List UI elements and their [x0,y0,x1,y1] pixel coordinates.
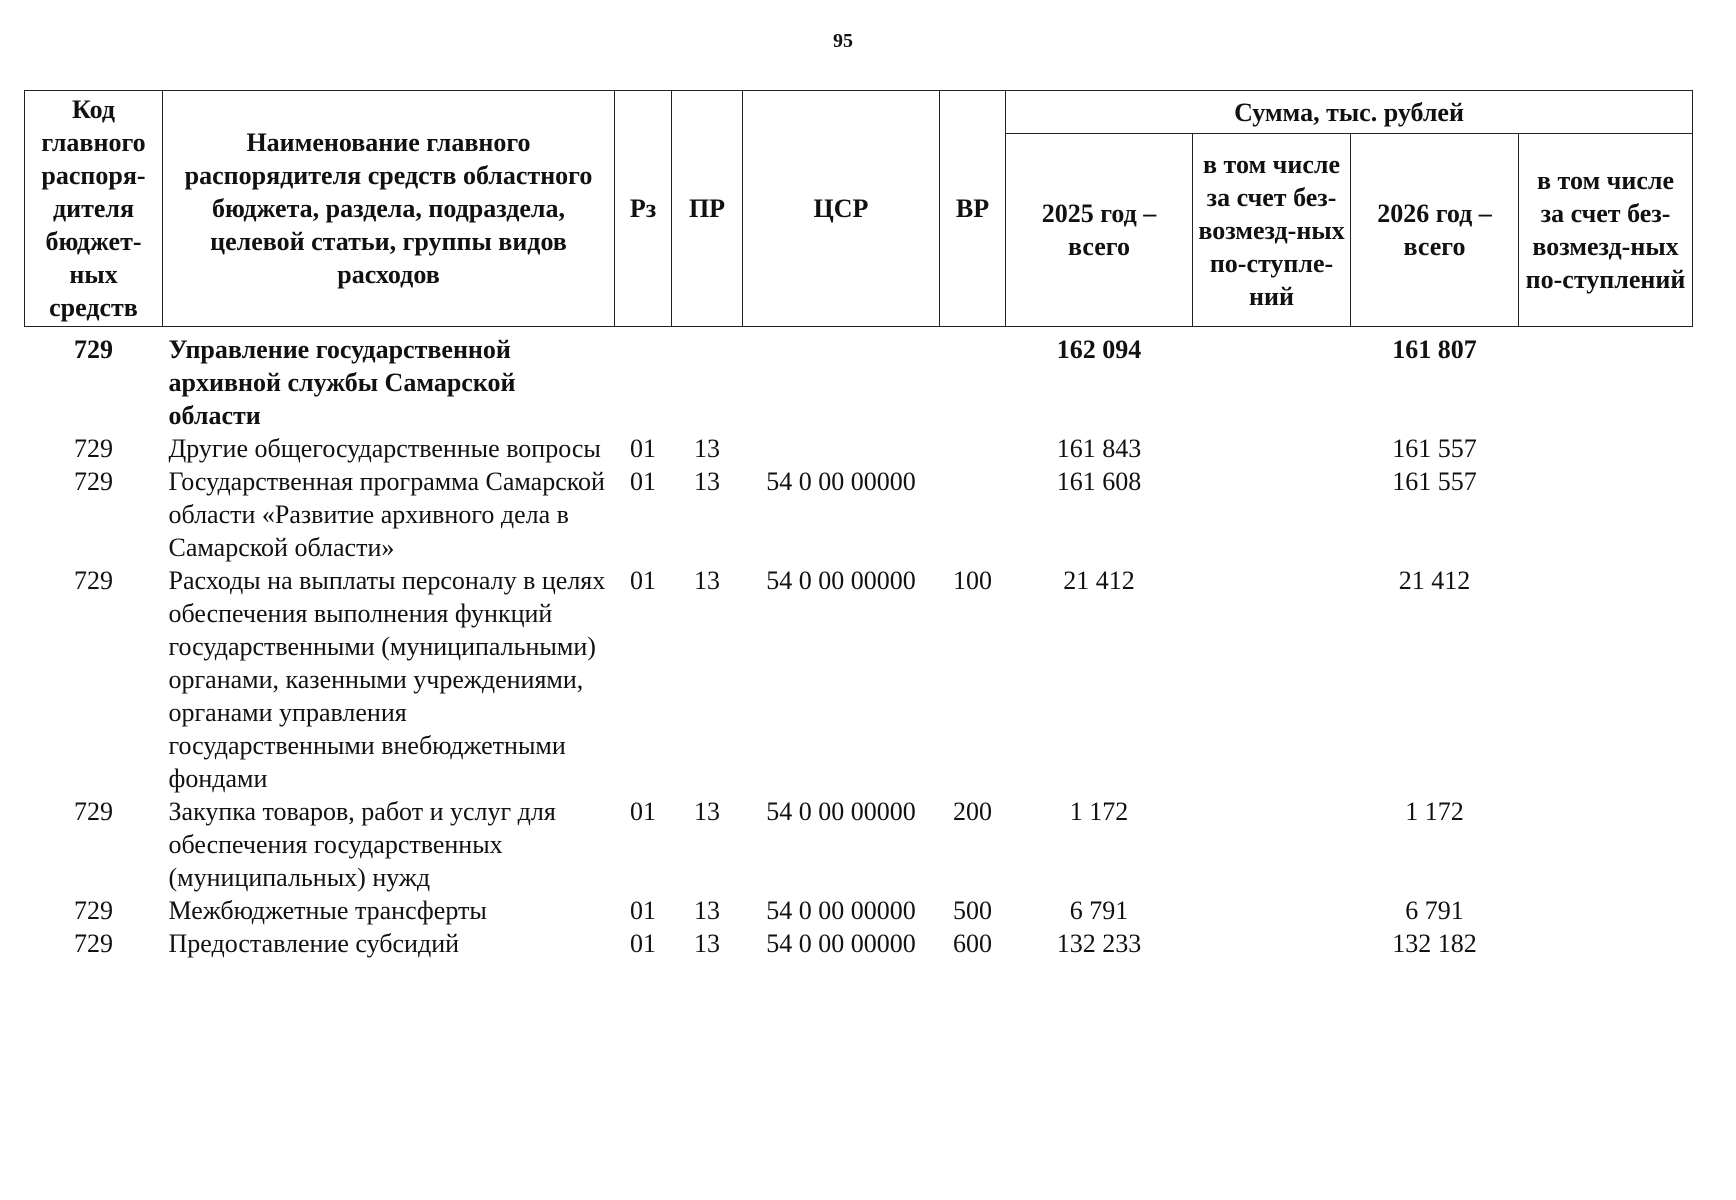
cell-code: 729 [74,467,113,496]
cell-vr: 200 [953,797,992,826]
cell-rz [615,327,672,433]
cell-rz: 01 [630,896,656,925]
cell-2026-grants [1519,432,1693,465]
cell-2026-total: 161 557 [1392,434,1477,463]
cell-2025-total: 1 172 [1069,797,1129,826]
table-header [25,91,1693,327]
table-row [25,894,1693,927]
cell-vr: 600 [953,929,992,958]
header-csr: ЦСР [743,91,940,327]
header-sum-group: Сумма, тыс. рублей [1006,91,1693,134]
cell-vr: 500 [953,896,992,925]
cell-csr: 54 0 00 00000 [766,566,916,595]
table-row [25,465,1693,564]
cell-2025-total: 161 608 [1056,467,1142,496]
cell-2025-grants [1193,795,1351,894]
cell-2026-grants [1519,894,1693,927]
cell-vr [940,432,1006,465]
cell-2025-total: 161 843 [1056,434,1142,463]
cell-2025-grants [1193,327,1351,433]
table-body [25,327,1693,961]
header-rz: Рз [615,91,672,327]
cell-2025-grants [1193,564,1351,795]
cell-2026-total: 132 182 [1392,929,1477,958]
cell-name: Управление государственной архивной службы Самарской области [168,335,516,430]
cell-rz: 01 [630,434,656,463]
table-row [25,327,1693,433]
cell-2025-grants [1193,894,1351,927]
cell-pr: 13 [694,929,720,958]
cell-pr: 13 [694,566,720,595]
cell-2026-total: 161 807 [1392,335,1477,364]
cell-2026-total: 6 791 [1405,896,1464,925]
cell-2025-total: 6 791 [1069,896,1129,925]
header-2026-grants: в том числе за счет без-возмезд-ных по-ступлений [1519,134,1693,327]
header-pr: ПР [672,91,743,327]
table-row [25,795,1693,894]
cell-code: 729 [74,335,113,364]
cell-2025-total: 21 412 [1063,566,1135,595]
cell-2026-grants [1519,465,1693,564]
cell-pr: 13 [694,467,720,496]
cell-vr [940,465,1006,564]
cell-2025-total: 132 233 [1056,929,1142,958]
header-code: Код главного распоря-дителя бюджет-ных средств [25,91,163,327]
cell-csr: 54 0 00 00000 [766,467,916,496]
budget-table [24,90,1693,960]
cell-vr [940,327,1006,433]
cell-pr: 13 [694,797,720,826]
cell-name: Предоставление субсидий [168,929,460,958]
header-name: Наименование главного распорядителя средств областного бюджета, раздела, подраздела, целевой статьи, группы видов расходов [163,91,615,327]
cell-2026-total: 21 412 [1398,566,1471,595]
cell-csr [743,327,940,433]
cell-2026-total: 1 172 [1405,797,1464,826]
cell-2025-total: 162 094 [1056,335,1142,364]
cell-name: Закупка товаров, работ и услуг для обеспечения государственных (муниципальных) нужд [168,797,556,892]
cell-csr: 54 0 00 00000 [766,929,916,958]
cell-csr [743,432,940,465]
cell-code: 729 [74,566,113,595]
table-row [25,564,1693,795]
page-number: 95 [833,30,853,52]
header-2025-total: 2025 год – всего [1006,134,1193,327]
cell-2025-grants [1193,927,1351,960]
cell-name: Межбюджетные трансферты [168,896,487,925]
cell-pr: 13 [694,434,720,463]
cell-name: Расходы на выплаты персоналу в целях обеспечения выполнения функций государственными (муниципальными) органами, казенными учреждениями, органами управления государственными внебюджетными фондами [168,566,606,793]
cell-2026-grants [1519,795,1693,894]
table-row [25,927,1693,960]
cell-2025-grants [1193,465,1351,564]
header-2026-total: 2026 год – всего [1351,134,1519,327]
cell-rz: 01 [630,797,656,826]
cell-name: Другие общегосударственные вопросы [168,434,601,463]
cell-2026-grants [1519,327,1693,433]
cell-2026-total: 161 557 [1392,467,1477,496]
cell-pr [672,327,743,433]
header-2025-grants: в том числе за счет без-возмезд-ных по-ступле-ний [1193,134,1351,327]
cell-code: 729 [74,896,113,925]
table-row [25,432,1693,465]
cell-rz: 01 [630,929,656,958]
cell-code: 729 [74,929,113,958]
cell-2025-grants [1193,432,1351,465]
cell-2026-grants [1519,927,1693,960]
cell-csr: 54 0 00 00000 [766,896,916,925]
cell-code: 729 [74,434,113,463]
cell-rz: 01 [630,566,656,595]
cell-vr: 100 [953,566,992,595]
cell-code: 729 [74,797,113,826]
cell-rz: 01 [630,467,656,496]
cell-csr: 54 0 00 00000 [766,797,916,826]
cell-name: Государственная программа Самарской области «Развитие архивного дела в Самарской области» [168,467,605,562]
cell-2026-grants [1519,564,1693,795]
header-vr: ВР [940,91,1006,327]
cell-pr: 13 [694,896,720,925]
